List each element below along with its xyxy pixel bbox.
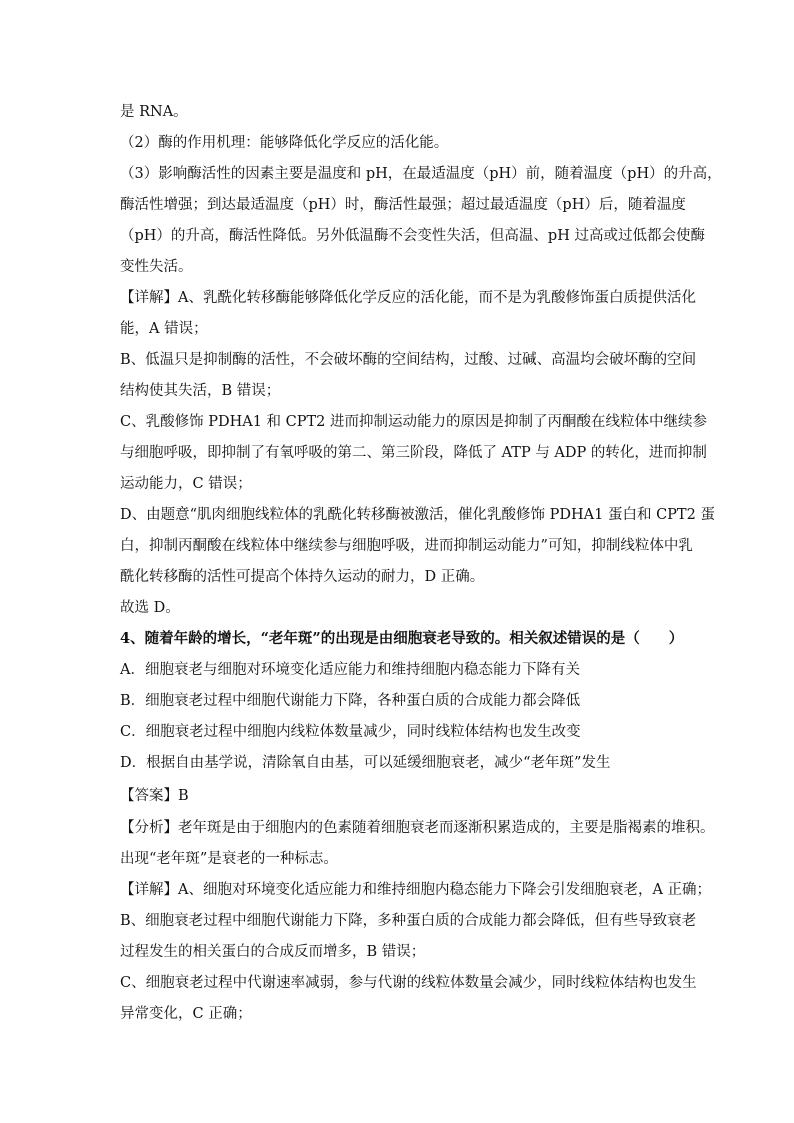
text-line: 酰化转移酶的活性可提高个体持久运动的耐力，D 正确。 [120,569,485,585]
question-stem: 4、随着年龄的增长，“老年斑”的出现是由细胞衰老导致的。相关叙述错误的是（ ） [120,630,684,647]
option-d: D．根据自由基学说，清除氧自由基，可以延缓细胞衰老，减少“老年斑”发生 [120,755,611,771]
text-line: 【详解】A、细胞对环境变化适应能力和维持细胞内稳态能力下降会引发细胞衰老，A 正确； [120,882,712,898]
text-line: 出现“老年斑”是衰老的一种标志。 [120,851,338,867]
text-line: 能，A 错误； [120,321,208,337]
text-line: 与细胞呼吸，即抑制了有氧呼吸的第二、第三阶段，降低了 ATP 与 ADP 的转化，进而抑制 [120,445,707,461]
text-line: 结构使其失活，B 错误； [120,383,281,399]
text-line: 白，抑制丙酮酸在线粒体中继续参与细胞呼吸，进而抑制运动能力”可知，抑制线粒体中乳 [120,538,693,554]
text-line: 【分析】老年斑是由于细胞内的色素随着细胞衰老而逐渐积累造成的，主要是脂褐素的堆积。 [120,820,715,836]
text-line: （2）酶的作用机理：能够降低化学反应的活化能。 [120,135,449,151]
text-line: C、细胞衰老过程中代谢速率减弱，参与代谢的线粒体数量会减少，同时线粒体结构也发生 [120,975,697,991]
text-line: 异常变化，C 正确； [120,1006,252,1022]
option-b: B．细胞衰老过程中细胞代谢能力下降，各种蛋白质的合成能力都会降低 [120,693,581,709]
text-line: D、由题意“肌肉细胞线粒体的乳酰化转移酶被激活，催化乳酸修饰 PDHA1 蛋白和 CPT2 蛋 [120,507,715,523]
text-line: 过程发生的相关蛋白的合成反而增多，B 错误； [120,944,426,960]
text-line: B、低温只是抑制酶的活性，不会破坏酶的空间结构，过酸、过碱、高温均会破坏酶的空间 [120,352,697,368]
option-a: A．细胞衰老与细胞对环境变化适应能力和维持细胞内稳态能力下降有关 [120,662,580,678]
text-line: 是 RNA。 [120,104,188,120]
text-line: 【详解】A、乳酰化转移酶能够降低化学反应的活化能，而不是为乳酸修饰蛋白质提供活化 [120,290,696,306]
text-line: 变性失活。 [120,259,193,275]
text-line: （pH）的升高，酶活性降低。另外低温酶不会变性失活，但高温、pH 过高或过低都会使酶 [120,228,705,244]
text-line: 酶活性增强；到达最适温度（pH）时，酶活性最强；超过最适温度（pH）后，随着温度 [120,197,686,213]
answer-line: 【答案】B [120,788,189,804]
option-c: C．细胞衰老过程中细胞内线粒体数量减少，同时线粒体结构也发生改变 [120,724,581,740]
text-line: 运动能力，C 错误； [120,476,252,492]
text-line: C、乳酸修饰 PDHA1 和 CPT2 进而抑制运动能力的原因是抑制了丙酮酸在线粒体中继续参 [120,414,707,430]
text-line: B、细胞衰老过程中细胞代谢能力下降，多种蛋白质的合成能力都会降低，但有些导致衰老 [120,913,697,929]
text-line: （3）影响酶活性的因素主要是温度和 pH，在最适温度（pH）前，随着温度（pH）的升高， [120,166,722,182]
text-line: 故选 D。 [120,600,180,616]
